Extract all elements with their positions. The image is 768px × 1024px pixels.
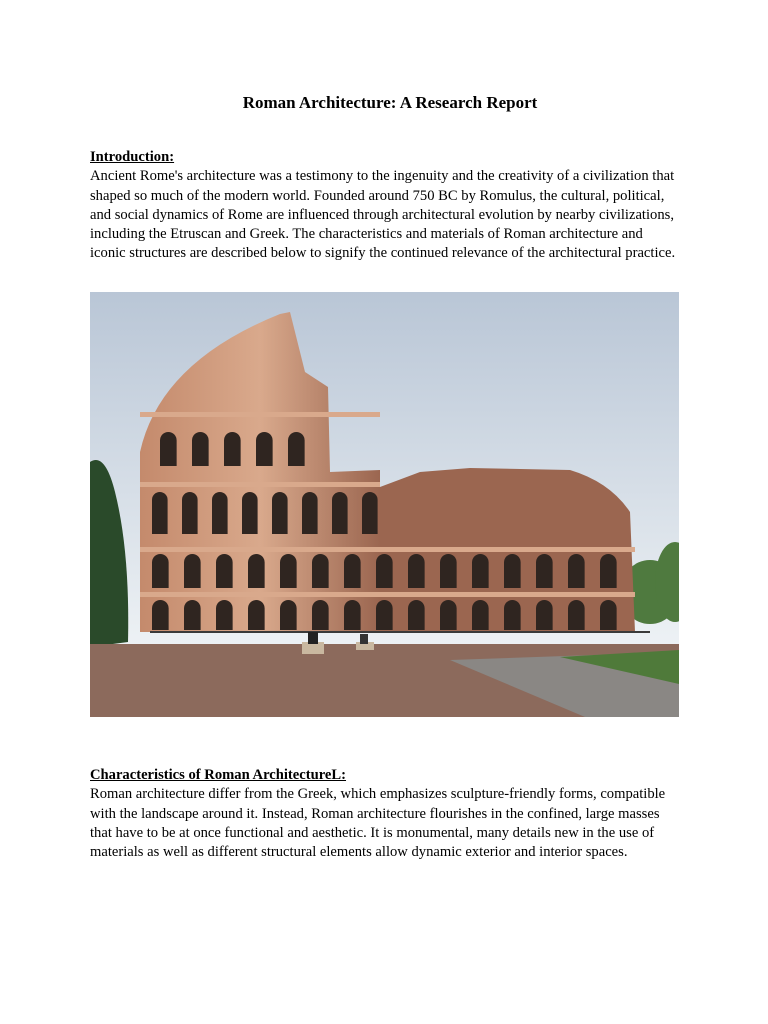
arch [362, 492, 378, 534]
arch [568, 554, 585, 588]
arch [248, 600, 265, 630]
cornice-band [140, 482, 380, 487]
arch [600, 600, 617, 630]
arch [376, 600, 393, 630]
colosseum-photo [90, 292, 679, 717]
arch [472, 600, 489, 630]
arch [312, 554, 329, 588]
characteristics-heading: Characteristics of Roman ArchitectureL: [90, 767, 347, 783]
intro-section [90, 148, 682, 264]
visitor [360, 634, 368, 644]
arch [216, 554, 233, 588]
arch [160, 432, 177, 466]
arch [182, 492, 198, 534]
arch [184, 554, 201, 588]
arch [242, 492, 258, 534]
visitor [308, 632, 318, 644]
arch [504, 600, 521, 630]
arch [248, 554, 265, 588]
arch [504, 554, 521, 588]
arch [212, 492, 228, 534]
arch [568, 600, 585, 630]
arch [536, 554, 553, 588]
arch [256, 432, 273, 466]
arch [408, 600, 425, 630]
arch [184, 600, 201, 630]
arch [152, 492, 168, 534]
characteristics-paragraph: Roman architecture differ from the Greek, which emphasizes sculpture-friendly forms, compatible with the landscape around it. Instead, Roman architecture flourishes in the confined, large masses that have to be at once functional and aesthetic. It is monumental, many details new in the use of materials as well as different structural elements allow dynamic exterior and interior spaces. [90, 786, 666, 861]
arch [376, 554, 393, 588]
document-title: Roman Architecture: A Research Report [242, 93, 538, 112]
cornice-band [140, 592, 635, 597]
arch [344, 554, 361, 588]
arch [440, 554, 457, 588]
arch [312, 600, 329, 630]
cornice-band [140, 547, 635, 552]
intro-paragraph: Ancient Rome's architecture was a testimony to the ingenuity and the creativity of a civilization that shaped so much of the modern world. Founded around 750 BC by Romulus, the cultural, political, and social dynamics of Rome are influenced through architectural evolution by nearby civilizations, including the Etruscan and Greek. The characteristics and materials of Roman architecture and iconic structures are described below to signify the continued relevance of the architectural practice. [90, 168, 676, 262]
intro-heading: Introduction: [90, 149, 175, 165]
arch [408, 554, 425, 588]
arch [152, 600, 169, 630]
arch [288, 432, 305, 466]
arch [302, 492, 318, 534]
arch [536, 600, 553, 630]
arch [440, 600, 457, 630]
arch [332, 492, 348, 534]
arch [600, 554, 617, 588]
arch [280, 600, 297, 630]
arch [192, 432, 209, 466]
arch [280, 554, 297, 588]
cornice-band [140, 412, 380, 417]
arch [272, 492, 288, 534]
arch [472, 554, 489, 588]
arch [216, 600, 233, 630]
arch [224, 432, 241, 466]
characteristics-section [90, 766, 682, 862]
arch [152, 554, 169, 588]
arch [344, 600, 361, 630]
